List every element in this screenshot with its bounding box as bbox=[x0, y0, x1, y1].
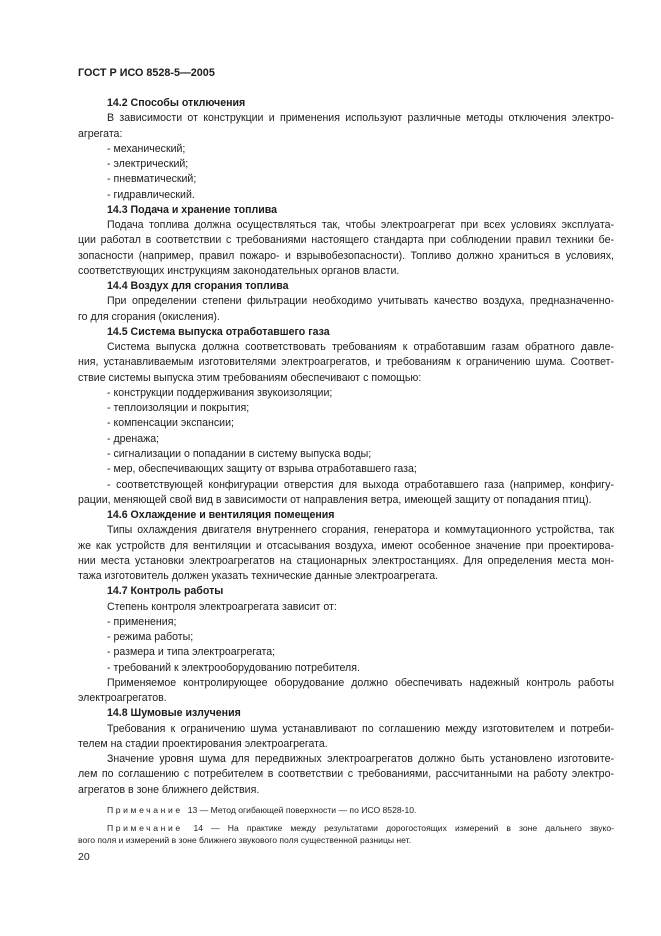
list-item: - сигнализации о попадании в систему выпуска воды; bbox=[107, 447, 372, 460]
paragraph-line: Значение уровня шума для передвижных электроагрегатов должно быть установлено изготовите- bbox=[107, 753, 614, 766]
paragraph-line: Подача топлива должна осуществляться так, чтобы электроагрегат при всех условиях эксплуата- bbox=[107, 219, 614, 232]
section-heading: 14.5 Система выпуска отработавшего газа bbox=[107, 325, 330, 338]
paragraph-line: Требования к ограничению шума устанавливают по соглашению между изготовителем и потреби- bbox=[107, 722, 614, 735]
section-heading: 14.6 Охлаждение и вентиляция помещения bbox=[107, 509, 335, 522]
paragraph-line: электроагрегатов. bbox=[78, 692, 167, 705]
paragraph-line: же как устройств для вентиляции и отсасывания воздуха, имеют особенное значение при проектирова- bbox=[78, 539, 614, 552]
note-text: 14 — На практике между результатами дорогостоящих измерений в зоне дальнего звуко- bbox=[193, 822, 615, 833]
section-heading: 14.3 Подача и хранение топлива bbox=[107, 203, 278, 216]
note-line bbox=[78, 834, 614, 847]
paragraph-line: зопасности (например, правил пожаро- и взрывобезопасности). Топливо должно храниться в условиях, bbox=[78, 249, 614, 262]
list-item: - требований к электрооборудованию потребителя. bbox=[107, 661, 360, 674]
section-heading: 14.7 Контроль работы bbox=[107, 585, 224, 598]
paragraph-line: нии места установки электроагрегатов на стационарных электростанциях. Для определения места мон- bbox=[78, 554, 614, 567]
paragraph-line: лем по соглашению с потребителем в соответствии с требованиями, рассчитанными на работу электро- bbox=[78, 768, 614, 781]
paragraph-line: го для сгорания (окисления). bbox=[78, 310, 220, 323]
paragraph-line: тажа изготовитель должен указать технические данные электроагрегата. bbox=[78, 570, 439, 583]
list-item: - режима работы; bbox=[107, 631, 194, 644]
paragraph-line: При определении степени фильтрации необходимо учитывать качество воздуха, предназначенно- bbox=[107, 295, 614, 308]
section-heading: 14.8 Шумовые излучения bbox=[107, 707, 241, 720]
paragraph-line: Применяемое контролирующее оборудование должно обеспечивать надежный контроль работы bbox=[107, 676, 614, 689]
list-item: - теплоизоляции и покрытия; bbox=[107, 402, 250, 415]
paragraph-line: Система выпуска должна соответствовать требованиям к отработавшим газам обратного давле- bbox=[107, 341, 614, 354]
paragraph-line: агрегатов в зоне ближнего действия. bbox=[78, 783, 260, 796]
note-line bbox=[78, 804, 614, 817]
note-text: вого поля и измерений в зоне ближнего звукового поля существенной разницы нет. bbox=[78, 835, 412, 846]
list-item: - соответствующей конфигурации отверстия для выхода отработавшего газа (например, конфигу- bbox=[107, 478, 614, 491]
list-item: - дренажа; bbox=[107, 432, 160, 445]
note-text: 13 — Метод огибающей поверхности — по ИСО 8528-10. bbox=[187, 804, 417, 815]
paragraph-line: Степень контроля электроагрегата зависит от: bbox=[107, 600, 337, 613]
list-item: рации, меняющей свой вид в зависимости от направления ветра, имеющей защиту от попадания птиц). bbox=[78, 493, 592, 506]
list-item: - гидравлический. bbox=[107, 188, 195, 201]
paragraph-line: ции работал в соответствии с требованиями настоящего стандарта при соблюдении правил техники бе- bbox=[78, 234, 614, 247]
list-item: - мер, обеспечивающих защиту от взрыва отработавшего газа; bbox=[107, 463, 417, 476]
list-item: - электрический; bbox=[107, 158, 189, 171]
list-item: - компенсации экспансии; bbox=[107, 417, 234, 430]
paragraph-line: телем на стадии проектирования электроагрегата. bbox=[78, 737, 328, 750]
paragraph-line: В зависимости от конструкции и применения используют различные методы отключения электро- bbox=[107, 112, 614, 125]
note-label: Примечание bbox=[107, 822, 194, 833]
paragraph-line: ствие системы выпуска этим требованиям обеспечивают с помощью: bbox=[78, 371, 422, 384]
document-header: ГОСТ Р ИСО 8528-5—2005 bbox=[78, 67, 215, 79]
paragraph-line: Типы охлаждения двигателя внутреннего сгорания, генератора и коммутационного устройства, так bbox=[107, 524, 614, 537]
section-heading: 14.2 Способы отключения bbox=[107, 97, 246, 109]
list-item: - применения; bbox=[107, 615, 177, 628]
note-line bbox=[78, 822, 614, 835]
note-label: Примечание bbox=[107, 804, 188, 815]
section-heading: 14.4 Воздух для сгорания топлива bbox=[107, 280, 289, 293]
list-item: - размера и типа электроагрегата; bbox=[107, 646, 276, 659]
paragraph-line: агрегата: bbox=[78, 127, 123, 140]
list-item: - механический; bbox=[107, 142, 186, 155]
page-number: 20 bbox=[78, 851, 90, 863]
list-item: - конструкции поддерживания звукоизоляции; bbox=[107, 386, 333, 399]
paragraph-line: соответствующих инструкциям законодательных органов власти. bbox=[78, 264, 400, 277]
paragraph-line: ния, устанавливаемым изготовителями электроагрегатов, и требованиям к ограничению шума. Соответ- bbox=[78, 356, 614, 369]
list-item: - пневматический; bbox=[107, 173, 197, 186]
